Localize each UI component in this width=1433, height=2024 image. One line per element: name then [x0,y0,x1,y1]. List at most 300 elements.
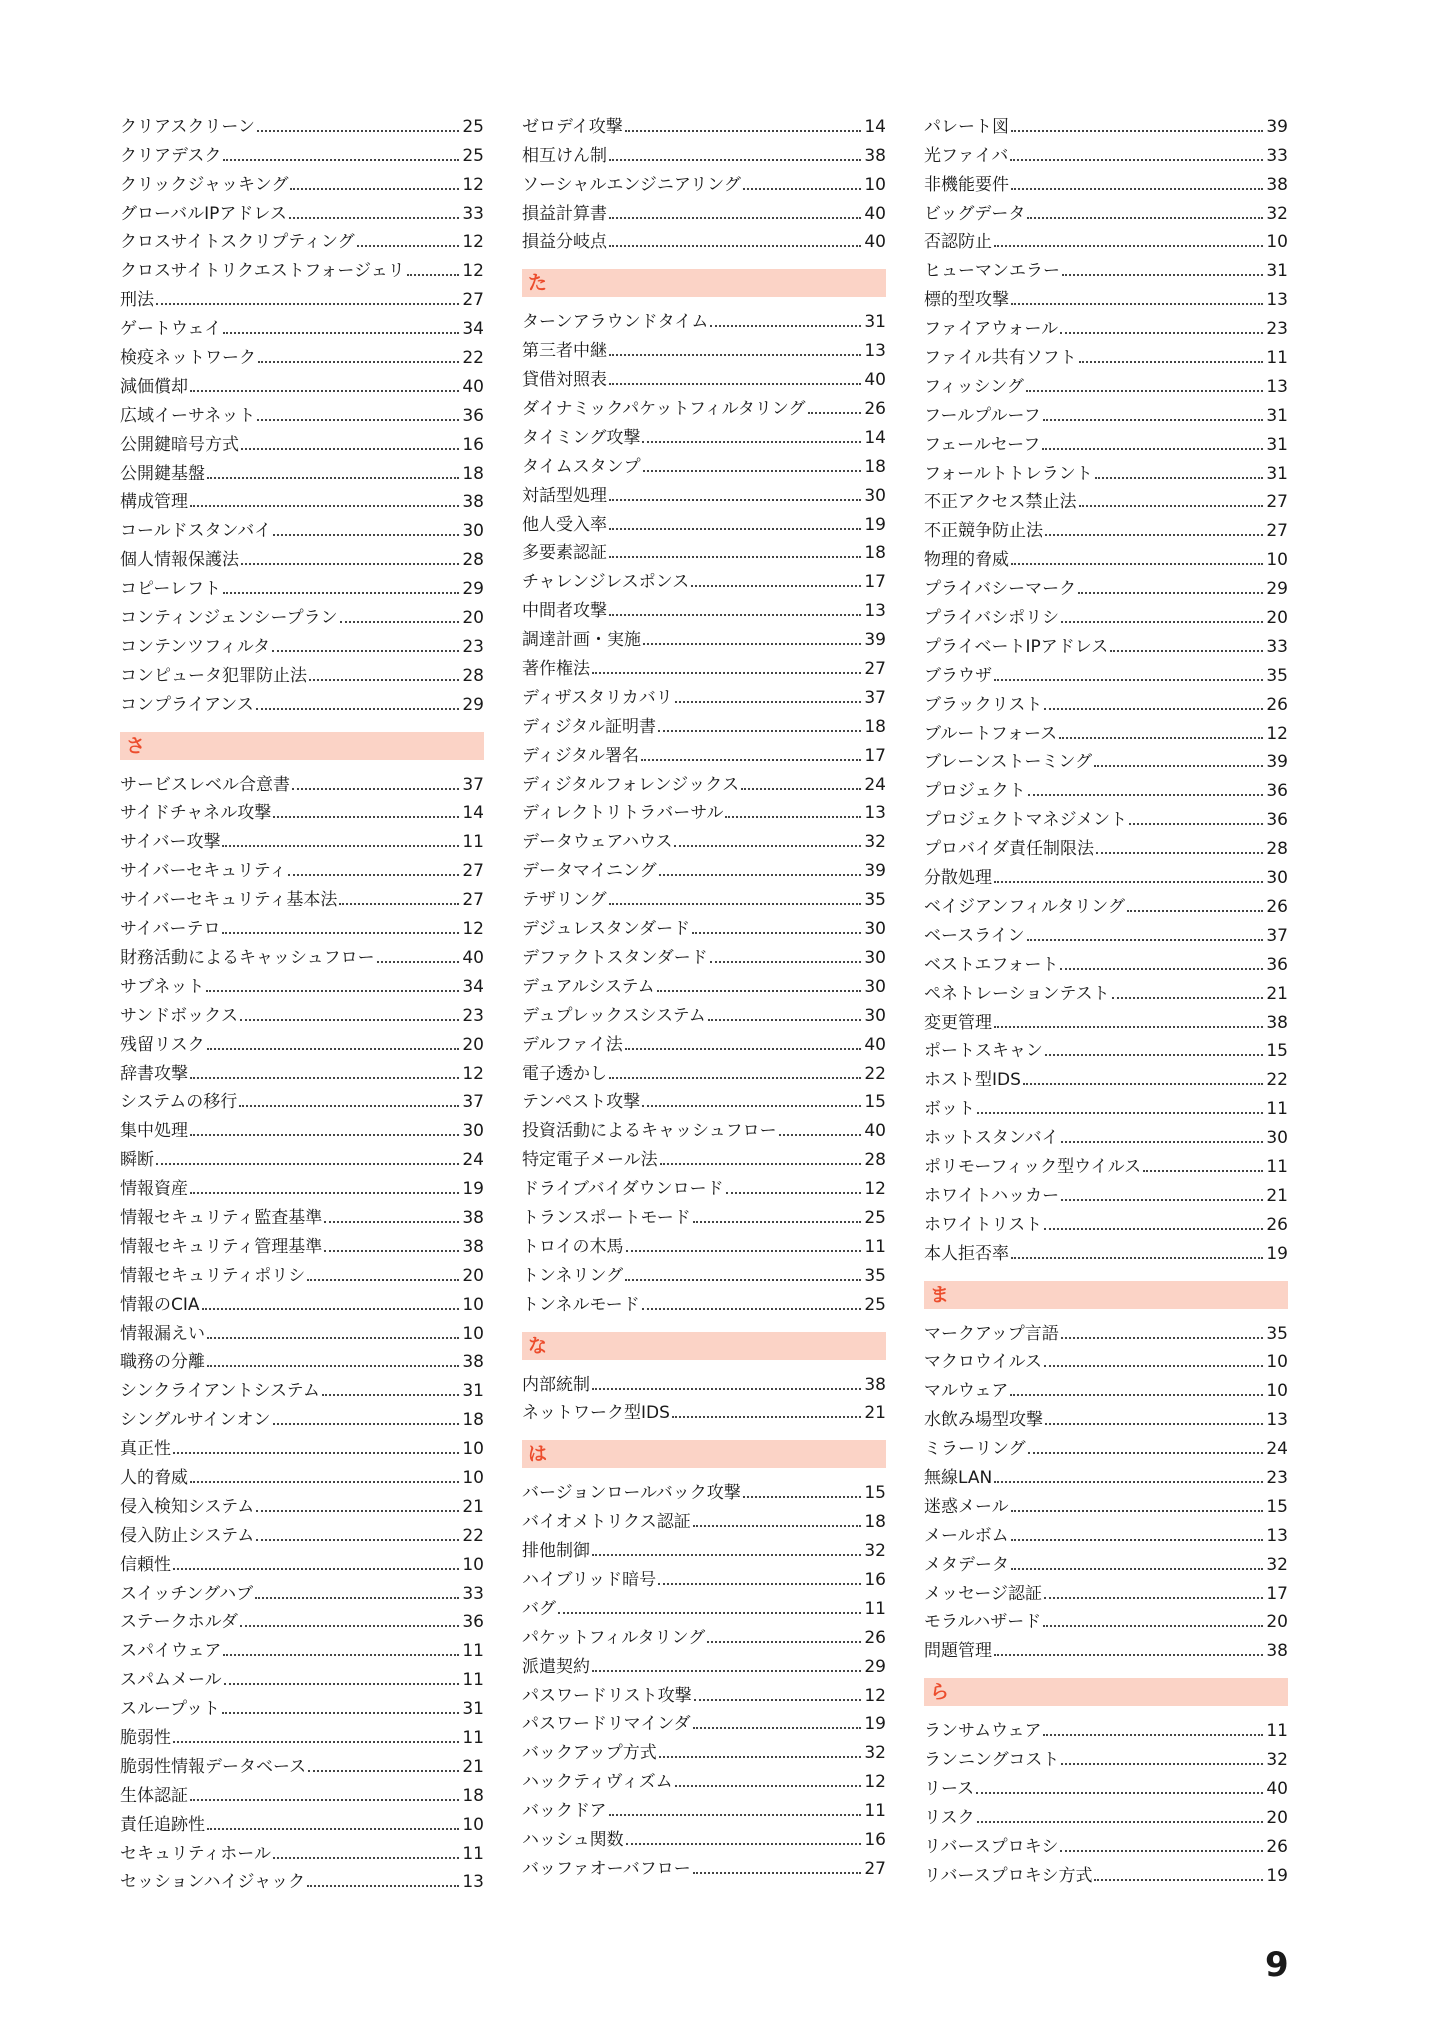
index-term: ブラックリスト [924,694,1043,715]
index-page-number: 22 [462,1525,484,1546]
index-page-number: 40 [462,947,484,968]
section-header: ら [924,1678,1288,1706]
index-entry [522,563,886,592]
index-page-number: 10 [462,1323,484,1344]
index-column-1 [120,108,484,1892]
index-entry [120,224,484,253]
index-term: グローバルIPアドレス [120,203,287,224]
index-page-number: 36 [462,405,484,426]
index-entry [120,137,484,166]
index-page-number: 18 [462,1785,484,1806]
dot-leader [222,1712,459,1714]
index-entry [924,339,1288,368]
dot-leader [309,679,459,681]
index-entry [924,1799,1288,1828]
dot-leader [241,448,459,450]
index-entry [522,1561,886,1590]
index-term: 排他制御 [522,1541,590,1562]
dot-leader [173,1452,459,1454]
index-term: 第三者中継 [522,341,607,362]
index-term: リバースプロキシ [924,1836,1059,1857]
index-page-number: 11 [462,1670,484,1691]
index-entry [120,1864,484,1893]
section-header: た [522,269,886,297]
index-term: 検疫ネットワーク [120,348,256,369]
index-page-number: 12 [864,1772,886,1793]
index-term: トロイの木馬 [522,1236,624,1257]
index-page-number: 12 [864,1685,886,1706]
index-term: リバースプロキシ方式 [924,1865,1093,1886]
index-term: スループット [120,1699,220,1720]
index-entry [120,512,484,541]
index-page-number: 28 [864,1150,886,1171]
index-term: 電子透かし [522,1063,607,1084]
index-entry [522,108,886,137]
index-entry [522,1763,886,1792]
index-page-number: 16 [864,1569,886,1590]
index-term: タイムスタンプ [522,456,641,477]
index-page-number: 32 [1266,1750,1288,1771]
index-page-number: 36 [1266,781,1288,802]
index-term: ミラーリング [924,1439,1026,1460]
index-entry [120,195,484,224]
dot-leader [1045,534,1263,536]
index-term: ソーシャルエンジニアリング [522,174,741,195]
index-page-number: 14 [864,116,886,137]
dot-leader [592,1388,861,1390]
index-term: 真正性 [120,1439,171,1460]
index-entry [522,448,886,477]
dot-leader [658,730,861,732]
dot-leader [1011,188,1263,190]
dot-leader [693,1872,862,1874]
index-term: 多要素認証 [522,543,607,564]
index-term: 人的脅威 [120,1467,188,1488]
index-entry [924,830,1288,859]
index-term: 投資活動によるキャッシュフロー [522,1121,777,1142]
index-column-3 [924,108,1288,1886]
index-page-number: 11 [462,1843,484,1864]
index-entry [120,1055,484,1084]
dot-leader [190,1799,459,1801]
index-entry [924,166,1288,195]
dot-leader [977,1112,1263,1114]
dot-leader [241,563,459,565]
index-page-number: 26 [1266,694,1288,715]
index-entry [522,1821,886,1850]
index-term: 光ファイバ [924,145,1009,166]
dot-leader [1079,505,1264,507]
index-term: ドライブバイダウンロード [522,1179,724,1200]
dot-leader [324,1250,459,1252]
index-term: 信頼性 [120,1554,171,1575]
index-entry [522,1532,886,1561]
index-page-number: 29 [864,1656,886,1677]
dot-leader [206,990,459,992]
index-term: ディジタルフォレンジックス [522,774,740,795]
index-page-number: 14 [864,427,886,448]
dot-leader [207,1365,459,1367]
index-page-number: 25 [864,1207,886,1228]
dot-leader [273,816,459,818]
index-page-number: 23 [462,636,484,657]
index-entry [522,1170,886,1199]
dot-leader [207,477,459,479]
index-entry [924,1119,1288,1148]
index-term: デュアルシステム [522,976,655,997]
index-page-number: 11 [1266,1721,1288,1742]
dot-leader [1011,1257,1263,1259]
index-entry [522,506,886,535]
index-entry [120,310,484,339]
index-page-number: 26 [1266,1214,1288,1235]
index-entry [924,1401,1288,1430]
dot-leader [190,390,459,392]
index-entry [120,686,484,715]
index-term: プライバシーマーク [924,579,1077,600]
index-term: シングルサインオン [120,1410,271,1431]
index-entry [120,852,484,881]
dot-leader [694,1699,862,1701]
index-term: バックアップ方式 [522,1743,657,1764]
index-term: テザリング [522,890,607,911]
index-page-number: 38 [1266,174,1288,195]
index-term: ホワイトハッカー [924,1185,1060,1206]
index-page-number: 27 [864,1858,886,1879]
index-page-number: 19 [864,1714,886,1735]
dot-leader [256,1539,459,1541]
dot-leader [675,1785,862,1787]
dot-leader [779,1134,862,1136]
dot-leader [1110,650,1263,652]
dot-leader [994,1026,1263,1028]
index-term: チャレンジレスポンス [522,572,690,593]
index-term: 侵入防止システム [120,1525,255,1546]
index-entry [120,1488,484,1517]
dot-leader [1011,1568,1263,1570]
index-entry [924,1315,1288,1344]
index-page-number: 20 [462,1265,484,1286]
dot-leader [1011,563,1263,565]
index-page-number: 10 [462,1467,484,1488]
index-entry [120,281,484,310]
index-term: ハイブリッド暗号 [522,1569,657,1590]
dot-leader [609,159,861,161]
index-entry [522,737,886,766]
index-page-number: 19 [1266,1865,1288,1886]
dot-leader [641,759,861,761]
index-term: コールドスタンバイ [120,521,272,542]
index-page-number: 39 [1266,116,1288,137]
index-page-number: 14 [462,803,484,824]
index-page-number: 30 [864,1005,886,1026]
dot-leader [609,614,861,616]
dot-leader [1060,1850,1263,1852]
index-term: マクロウイルス [924,1352,1042,1373]
index-page-number: 13 [1266,1410,1288,1431]
index-page-number: 10 [462,1554,484,1575]
index-entry [522,1286,886,1315]
index-entry [924,426,1288,455]
index-term: 刑法 [120,290,154,311]
index-term: クロスサイトスクリプティング [120,232,355,253]
dot-leader [1127,910,1263,912]
index-term: パケットフィルタリング [522,1627,706,1648]
dot-leader [173,1568,459,1570]
index-term: サイバーテロ [120,919,221,940]
index-entry [120,1257,484,1286]
dot-leader [609,245,861,247]
dot-leader [1026,390,1263,392]
dot-leader [223,592,459,594]
index-entry [924,137,1288,166]
index-page-number: 29 [1266,579,1288,600]
index-page-number: 23 [1266,319,1288,340]
index-entry [522,766,886,795]
index-page-number: 40 [1266,1778,1288,1799]
index-page-number: 12 [864,1179,886,1200]
dot-leader [257,130,459,132]
index-page-number: 19 [462,1179,484,1200]
index-page-number: 18 [462,463,484,484]
index-entry [120,766,484,795]
index-term: 個人情報保護法 [120,550,239,571]
dot-leader [1010,159,1263,161]
dot-leader [1062,274,1263,276]
dot-leader [741,788,861,790]
index-entry [522,303,886,332]
index-term: サイドチャネル攻撃 [120,803,272,824]
index-entry [522,1084,886,1113]
index-term: デジュレスタンダード [522,919,691,940]
index-entry [120,997,484,1026]
dot-leader [324,1221,459,1223]
index-term: トンネリング [522,1265,624,1286]
dot-leader [994,1481,1263,1483]
index-entry [924,1148,1288,1177]
index-entry [522,195,886,224]
index-entry [522,332,886,361]
index-page-number: 13 [1266,290,1288,311]
index-page-number: 12 [462,232,484,253]
index-entry [522,1395,886,1424]
index-entry [924,1372,1288,1401]
index-entry [120,541,484,570]
dot-leader [659,1756,862,1758]
index-term: ディザスタリカバリ [522,687,673,708]
section-header: さ [120,732,484,760]
index-term: バッファオーバフロー [522,1858,691,1879]
index-entry [120,1748,484,1777]
index-page-number: 40 [864,232,886,253]
dot-leader [1044,1597,1263,1599]
index-term: ターンアラウンドタイム [522,312,709,333]
index-term: コンティンジェンシープラン [120,608,338,629]
index-page-number: 26 [864,399,886,420]
index-term: 物理的脅威 [924,550,1009,571]
dot-leader [1027,217,1263,219]
index-page-number: 34 [462,976,484,997]
index-page-number: 18 [864,716,886,737]
dot-leader [1043,1734,1263,1736]
index-page-number: 10 [1266,550,1288,571]
index-entry [522,1706,886,1735]
dot-leader [1061,621,1263,623]
dot-leader [307,1279,459,1281]
index-entry [522,224,886,253]
index-page-number: 33 [462,1583,484,1604]
index-term: データマイニング [522,861,657,882]
dot-leader [1061,1199,1263,1201]
index-page-number: 30 [462,521,484,542]
index-page-number: 23 [1266,1467,1288,1488]
index-term: フールプルーフ [924,405,1041,426]
index-page-number: 11 [462,1727,484,1748]
index-page-number: 35 [864,1265,886,1286]
index-term: ペネトレーションテスト [924,983,1110,1004]
index-page-number: 31 [864,312,886,333]
index-term: ブレーンストーミング [924,752,1093,773]
index-term: クリックジャッキング [120,174,289,195]
index-entry [522,1734,886,1763]
dot-leader [808,412,862,414]
index-entry [924,1488,1288,1517]
section-header: な [522,1332,886,1360]
index-page-number: 28 [462,665,484,686]
index-term: 貸借対照表 [522,370,607,391]
index-term: 不正競争防止法 [924,521,1043,542]
index-term: 迷惑メール [924,1496,1009,1517]
index-page-number: 22 [864,1063,886,1084]
index-page-number: 31 [1266,405,1288,426]
index-term: 分散処理 [924,868,992,889]
index-page-number: 31 [1266,434,1288,455]
dot-leader [273,1423,460,1425]
index-entry [924,859,1288,888]
index-entry [522,881,886,910]
dot-leader [558,1612,861,1614]
dot-leader [660,1163,862,1165]
index-page-number: 40 [462,376,484,397]
index-entry [522,910,886,939]
index-entry [924,1770,1288,1799]
dot-leader [1096,852,1263,854]
index-page-number: 36 [1266,954,1288,975]
index-entry [120,1372,484,1401]
dot-leader [224,1683,460,1685]
index-term: バグ [522,1598,556,1619]
index-term: 本人拒否率 [924,1243,1009,1264]
index-entry [120,1112,484,1141]
index-page-number: 10 [462,1294,484,1315]
index-entry [924,252,1288,281]
index-page-number: 18 [462,1410,484,1431]
dot-leader [625,130,862,132]
index-term: 内部統制 [522,1374,590,1395]
index-page-number: 26 [1266,1836,1288,1857]
index-page-number: 32 [1266,1554,1288,1575]
index-page-number: 11 [1266,1099,1288,1120]
index-entry [522,1677,886,1706]
dot-leader [642,1308,862,1310]
index-entry [120,823,484,852]
index-term: フェールセーフ [924,434,1041,455]
dot-leader [1061,1141,1264,1143]
index-entry [120,368,484,397]
index-term: ディジタル証明書 [522,716,656,737]
index-entry [522,1648,886,1677]
dot-leader [1095,477,1264,479]
index-term: 不正アクセス禁止法 [924,492,1077,513]
index-term: 中間者攻撃 [522,601,607,622]
index-entry [120,1806,484,1835]
dot-leader [1011,303,1263,305]
index-page-number: 38 [1266,1641,1288,1662]
index-page-number: 20 [1266,608,1288,629]
index-page-number: 38 [864,1374,886,1395]
dot-leader [173,1741,459,1743]
index-page-number: 27 [462,890,484,911]
index-term: サブネット [120,976,205,997]
section-header: ま [924,1281,1288,1309]
index-page-number: 10 [462,1814,484,1835]
index-page-number: 31 [462,1699,484,1720]
index-entry [120,1430,484,1459]
index-page-number: 13 [1266,376,1288,397]
index-term: ホットスタンバイ [924,1128,1059,1149]
index-entry [120,570,484,599]
dot-leader [642,441,861,443]
dot-leader [692,932,861,934]
index-entry [522,1366,886,1395]
index-entry [924,1061,1288,1090]
index-page-number: 17 [864,572,886,593]
index-term: ファイル共有ソフト [924,348,1077,369]
index-page-number: 21 [1266,983,1288,1004]
index-page-number: 38 [462,1352,484,1373]
dot-leader [609,499,861,501]
dot-leader [643,470,862,472]
index-page-number: 21 [864,1403,886,1424]
index-entry [120,339,484,368]
dot-leader [1045,1054,1264,1056]
index-term: シンクライアントシステム [120,1381,320,1402]
dot-leader [1028,1452,1264,1454]
dot-leader [592,1554,861,1556]
index-term: 損益分岐点 [522,232,607,253]
index-page-number: 39 [864,630,886,651]
index-entry [522,1141,886,1170]
dot-leader [1023,1083,1263,1085]
index-term: コピーレフト [120,579,221,600]
index-page-number: 31 [462,1381,484,1402]
index-term: ベースライン [924,925,1025,946]
dot-leader [994,245,1263,247]
index-entry [522,621,886,650]
index-entry [522,1850,886,1879]
index-entry [522,1055,886,1084]
index-term: コンピュータ犯罪防止法 [120,665,307,686]
index-term: 瞬断 [120,1150,154,1171]
index-entry [924,484,1288,513]
index-page-number: 33 [1266,145,1288,166]
index-entry [522,419,886,448]
index-page-number: 27 [1266,521,1288,542]
index-term: 否認防止 [924,232,992,253]
index-entry [924,570,1288,599]
index-page-number: 32 [864,1541,886,1562]
index-term: ファイアウォール [924,319,1059,340]
